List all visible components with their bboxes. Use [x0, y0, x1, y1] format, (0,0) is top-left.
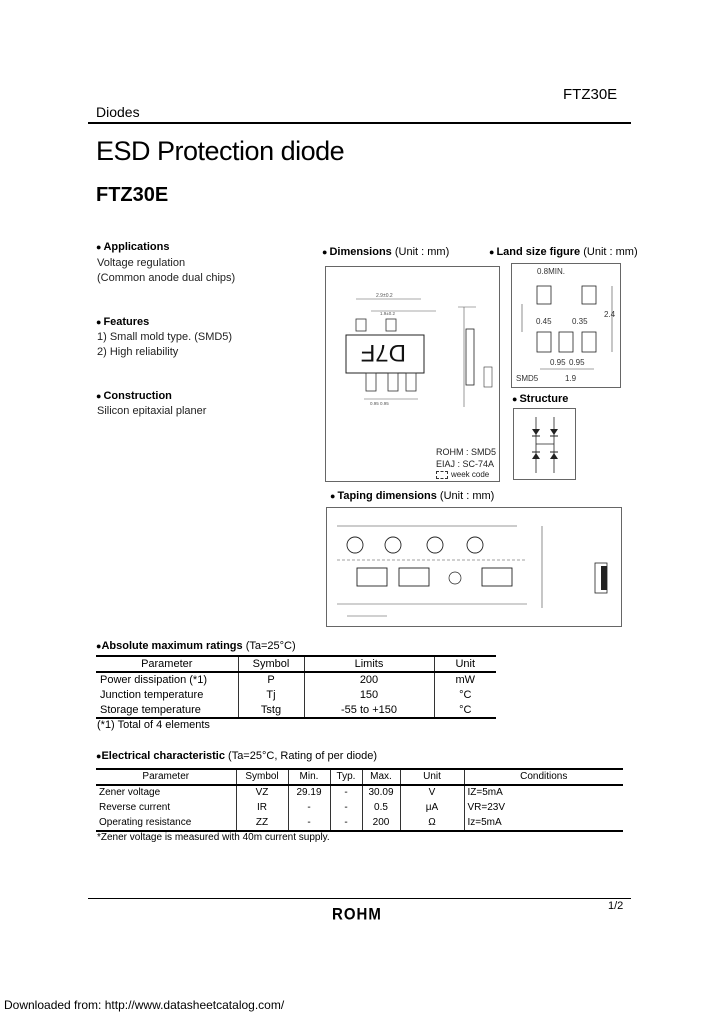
cell-unit: Ω — [400, 816, 464, 832]
land-label-24: 2.4 — [604, 310, 616, 319]
cell-typ: - — [330, 816, 362, 832]
col-symbol: Symbol — [236, 769, 288, 785]
cell-parameter: Storage temperature — [96, 703, 238, 719]
table-row — [96, 800, 623, 816]
cell-symbol: IR — [236, 800, 288, 816]
cell-parameter: Reverse current — [96, 800, 236, 816]
land-size-heading: ● Land size figure (Unit : mm) — [489, 246, 638, 258]
land-size-drawing — [511, 263, 621, 388]
land-label-min: 0.8MIN. — [537, 267, 566, 276]
header-part-number: FTZ30E — [563, 86, 618, 103]
applications-heading: ● Applications — [96, 241, 170, 253]
land-label-smd5: SMD5 — [516, 374, 539, 383]
structure-heading: ● Structure — [512, 393, 569, 405]
applications-line-1: Voltage regulation — [97, 257, 186, 269]
land-label-035: 0.35 — [572, 317, 588, 326]
cell-limits: 150 — [304, 687, 434, 703]
land-label-045: 0.45 — [536, 317, 552, 326]
col-symbol: Symbol — [238, 656, 304, 672]
cell-unit: μA — [400, 800, 464, 816]
col-parameter: Parameter — [96, 656, 238, 672]
header-category: Diodes — [96, 104, 140, 120]
col-unit: Unit — [400, 769, 464, 785]
abs-max-table — [96, 655, 496, 719]
cell-parameter: Zener voltage — [96, 785, 236, 801]
footer-rule — [88, 898, 631, 899]
package-name-2: EIAJ : SC-74A — [436, 459, 495, 469]
construction-line-1: Silicon epitaxial planer — [97, 405, 207, 417]
col-limits: Limits — [304, 656, 434, 672]
header-rule — [88, 122, 631, 124]
elec-header-row — [96, 769, 623, 785]
cell-symbol: Tj — [238, 687, 304, 703]
cell-conditions: IZ=5mA — [467, 787, 503, 799]
cell-typ: - — [330, 800, 362, 816]
cell-parameter: Power dissipation (*1) — [96, 672, 238, 688]
elec-heading: ●Electrical characteristic (Ta=25°C, Rating of per diode) — [96, 750, 378, 762]
table-row — [96, 816, 623, 832]
col-max: Max. — [362, 769, 400, 785]
cell-symbol: P — [238, 672, 304, 688]
cell-unit: °C — [434, 703, 496, 719]
svg-text:1.9±0.2: 1.9±0.2 — [380, 311, 395, 316]
dimensions-heading: ● Dimensions (Unit : mm) — [322, 246, 450, 258]
week-code-label: week code — [436, 470, 489, 479]
abs-max-heading: ●Absolute maximum ratings (Ta=25°C) — [96, 640, 296, 652]
abs-max-note: (*1) Total of 4 elements — [97, 719, 210, 731]
taping-heading: ● Taping dimensions (Unit : mm) — [330, 490, 495, 502]
col-unit: Unit — [434, 656, 496, 672]
features-heading: ● Features — [96, 316, 150, 328]
cell-parameter: Operating resistance — [96, 816, 236, 832]
cell-limits: 200 — [304, 672, 434, 688]
taping-drawing — [326, 507, 622, 627]
rohm-logo: ROHM — [332, 905, 382, 924]
svg-text:0.95 0.95: 0.95 0.95 — [370, 401, 389, 406]
download-line — [4, 998, 284, 1012]
structure-drawing — [513, 408, 576, 480]
cell-unit: V — [400, 785, 464, 801]
elec-note: *Zener voltage is measured with 40m current supply. — [97, 832, 330, 843]
cell-max: 0.5 — [362, 800, 400, 816]
cell-symbol: VZ — [236, 785, 288, 801]
cell-symbol: ZZ — [236, 816, 288, 832]
package-name-1: ROHM : SMD5 — [436, 447, 497, 457]
download-label: Downloaded from: — [4, 998, 102, 1012]
page-title: ESD Protection diode — [96, 136, 345, 166]
cell-unit: °C — [459, 688, 472, 701]
col-parameter: Parameter — [96, 769, 236, 785]
abs-max-header-row — [96, 656, 496, 672]
cell-conditions: VR=23V — [467, 802, 506, 814]
table-row — [96, 703, 496, 719]
cell-symbol: Tstg — [238, 703, 304, 719]
svg-text:D7F: D7F — [360, 339, 406, 366]
download-link[interactable]: http://www.datasheetcatalog.com/ — [104, 998, 285, 1012]
cell-limits: -55 to +150 — [304, 703, 434, 719]
table-row — [96, 672, 496, 688]
features-line-2: 2) High reliability — [97, 346, 179, 358]
cell-max: 30.09 — [362, 785, 400, 801]
cell-typ: - — [330, 785, 362, 801]
cell-min: - — [288, 800, 330, 816]
applications-line-2: (Common anode dual chips) — [97, 272, 236, 284]
land-label-19: 1.9 — [565, 374, 577, 383]
features-line-1: 1) Small mold type. (SMD5) — [97, 331, 233, 343]
cell-unit: mW — [455, 673, 476, 686]
land-label-095b: 0.95 — [569, 358, 585, 367]
cell-max: 200 — [362, 816, 400, 832]
dimensions-drawing — [325, 266, 500, 482]
cell-parameter: Junction temperature — [96, 687, 238, 703]
page-number: 1/2 — [608, 900, 624, 912]
cell-min: - — [288, 816, 330, 832]
col-typ: Typ. — [330, 769, 362, 785]
table-row — [96, 687, 496, 703]
land-label-095a: 0.95 — [550, 358, 566, 367]
land-pattern-svg — [512, 264, 622, 389]
col-min: Min. — [288, 769, 330, 785]
elec-table — [96, 768, 623, 832]
svg-text:2.9±0.2: 2.9±0.2 — [376, 293, 393, 299]
col-conditions: Conditions — [464, 769, 623, 785]
construction-heading: ● Construction — [96, 390, 172, 402]
page-subtitle: FTZ30E — [96, 184, 169, 206]
table-row — [96, 785, 623, 801]
taping-svg — [327, 508, 623, 628]
diode-structure-svg — [514, 409, 577, 481]
cell-conditions: Iz=5mA — [464, 816, 623, 832]
cell-min: 29.19 — [288, 785, 330, 801]
